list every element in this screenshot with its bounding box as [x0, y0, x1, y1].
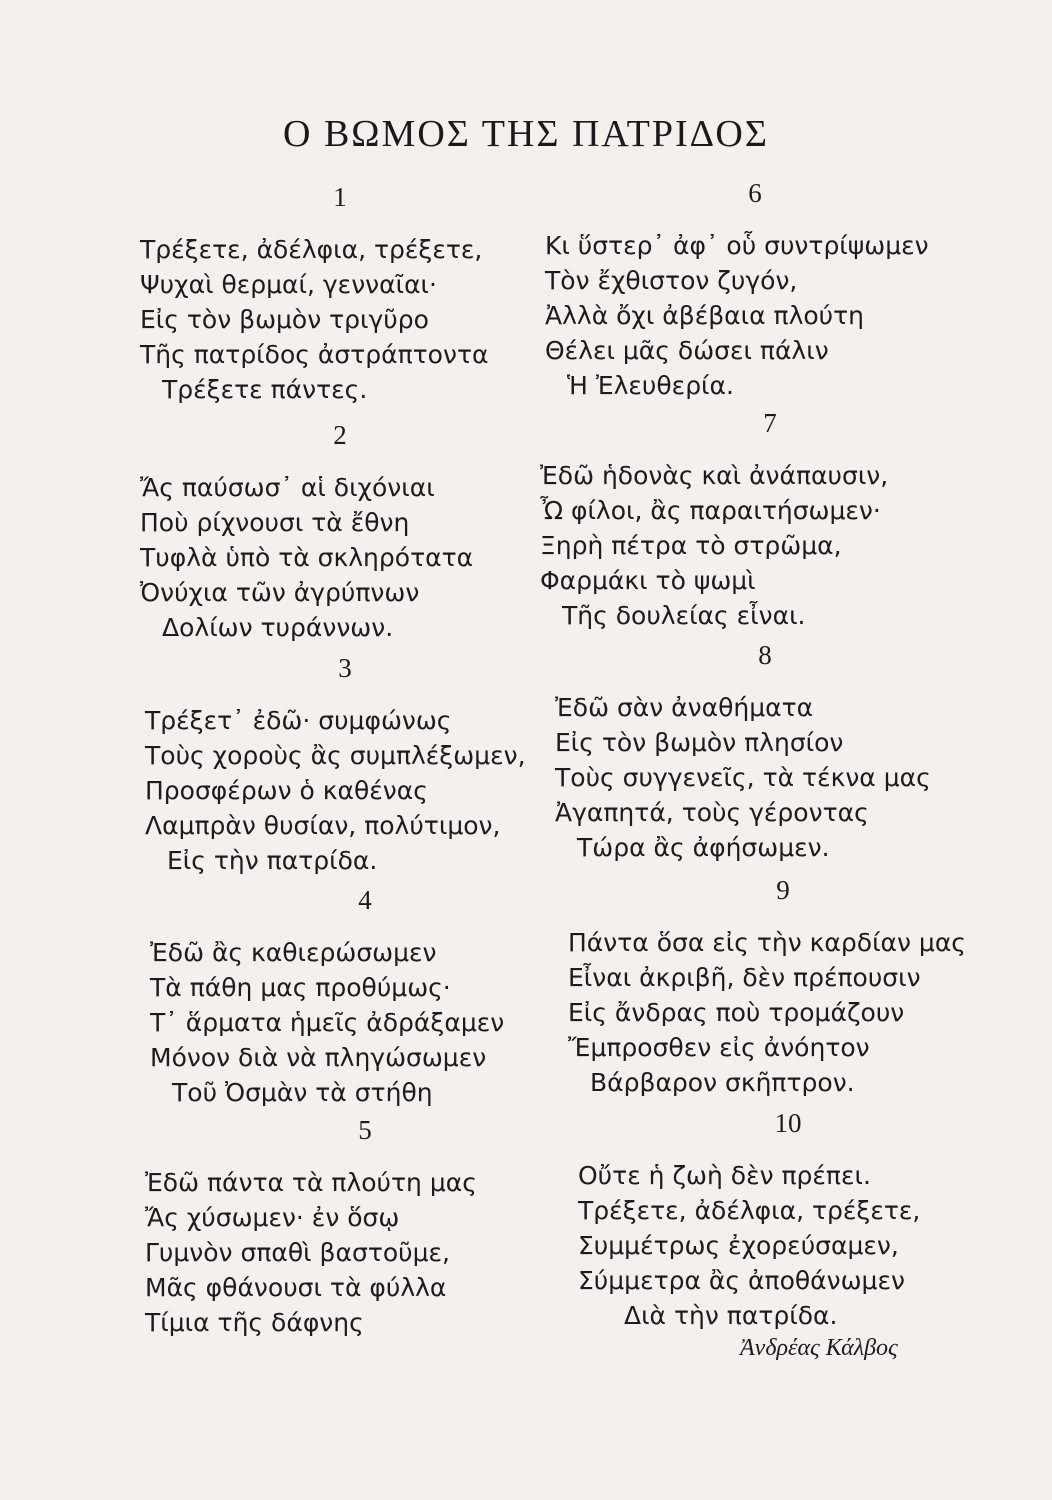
verse-line: Ἐδῶ σὰν ἀναθήματα: [555, 693, 814, 722]
stanza-2: [140, 420, 474, 645]
verse-line: Πάντα ὅσα εἰς τὴν καρδίαν μας: [568, 928, 966, 957]
verse-line: Θέλει μᾶς δώσει πάλιν: [545, 336, 829, 365]
verse-line: Ἐδῶ ἡδονὰς καὶ ἀνάπαυσιν,: [540, 461, 889, 490]
verse-line: Τῆς πατρίδος ἀστράπτοντα: [140, 340, 489, 369]
stanza-number: 2: [333, 420, 347, 450]
verse-line: Μᾶς φθάνουσι τὰ φύλλα: [145, 1273, 447, 1302]
verse-line: Ψυχαὶ θερμαί, γενναῖαι·: [140, 270, 437, 299]
verse-line: Φαρμάκι τὸ ψωμὶ: [540, 566, 756, 595]
verse-line: Δολίων τυράννων.: [162, 613, 394, 642]
verse-line: Τοὺς χοροὺς ἂς συμπλέξωμεν,: [145, 741, 526, 770]
stanza-1: [140, 182, 489, 407]
verse-line: Ὀνύχια τῶν ἀγρύπνων: [140, 578, 420, 607]
verse-line: Τυφλὰ ὑπὸ τὰ σκληρότατα: [140, 543, 474, 572]
verse-line: Εἰς τὴν πατρίδα.: [167, 846, 378, 875]
stanza-4: [150, 885, 505, 1110]
stanza-number: 10: [774, 1108, 802, 1138]
verse-line: Ὦ φίλοι, ἂς παραιτήσωμεν·: [540, 496, 881, 525]
verse-line: Ἀγαπητά, τοὺς γέροντας: [555, 798, 869, 827]
verse-line: Ἐδῶ ἂς καθιερώσωμεν: [150, 938, 437, 967]
verse-line: Τοὺς συγγενεῖς, τὰ τέκνα μας: [555, 763, 931, 792]
verse-line: Τρέξετε, ἀδέλφια, τρέξετε,: [140, 235, 483, 264]
verse-line: Τώρα ἂς ἀφήσωμεν.: [577, 833, 830, 862]
verse-line: Τοῦ Ὀσμὰν τὰ στήθη: [172, 1078, 433, 1107]
stanza-number: 5: [358, 1115, 372, 1145]
stanza-number: 9: [776, 875, 790, 905]
stanza-10: [578, 1108, 921, 1333]
verse-line: Ἔμπροσθεν εἰς ἀνόητον: [568, 1033, 870, 1062]
verse-line: Συμμέτρως ἐχορεύσαμεν,: [578, 1231, 899, 1260]
stanza-number: 7: [763, 408, 777, 438]
verse-line: Κι ὕστερ᾽ ἀφ᾽ οὗ συντρίψωμεν: [545, 231, 929, 260]
verse-line: Εἰς ἄνδρας ποὺ τρομάζουν: [568, 998, 905, 1027]
verse-line: Λαμπρὰν θυσίαν, πολύτιμον,: [145, 811, 501, 840]
author-signature: Ἀνδρέας Κάλβος: [740, 1335, 898, 1361]
verse-line: Ποὺ ρίχνουσι τὰ ἔθνη: [140, 508, 410, 537]
stanza-5: [145, 1115, 477, 1340]
verse-line: Γυμνὸν σπαθὶ βαστοῦμε,: [145, 1238, 451, 1267]
verse-line: Βάρβαρον σκῆπτρον.: [590, 1068, 855, 1097]
verse-line: Τὸν ἔχθιστον ζυγόν,: [545, 266, 798, 295]
poem-title: Ο ΒΩΜΟΣ ΤΗΣ ΠΑΤΡΙΔΟΣ: [283, 113, 769, 155]
verse-line: Τρέξετε, ἀδέλφια, τρέξετε,: [578, 1196, 921, 1225]
verse-line: Εἰς τὸν βωμὸν πλησίον: [555, 728, 844, 757]
stanza-3: [145, 653, 526, 878]
stanza-number: 6: [748, 178, 762, 208]
stanza-9: [568, 875, 966, 1100]
verse-line: Ἀλλὰ ὄχι ἀβέβαια πλούτη: [545, 301, 865, 330]
verse-line: Ἄς χύσωμεν· ἐν ὅσῳ: [145, 1203, 400, 1232]
verse-line: Τὰ πάθη μας προθύμως·: [150, 973, 451, 1002]
stanza-number: 4: [358, 885, 372, 915]
verse-line: Τ᾽ ἅρματα ἡμεῖς ἀδράξαμεν: [150, 1008, 505, 1037]
verse-line: Ἐδῶ πάντα τὰ πλούτη μας: [145, 1168, 477, 1197]
verse-line: Τῆς δουλείας εἶναι.: [562, 601, 806, 630]
verse-line: Εἰς τὸν βωμὸν τριγῦρο: [140, 305, 429, 334]
stanza-number: 8: [758, 640, 772, 670]
verse-line: Εἶναι ἀκριβῆ, δὲν πρέπουσιν: [568, 963, 921, 992]
stanza-6: [545, 178, 929, 403]
stanza-7: [540, 408, 889, 633]
stanza-8: [555, 640, 931, 865]
verse-line: Ἄς παύσωσ᾽ αἱ διχόνιαι: [140, 473, 435, 502]
verse-line: Διὰ τὴν πατρίδα.: [624, 1301, 838, 1330]
stanza-number: 1: [333, 182, 347, 212]
verse-line: Ξηρὴ πέτρα τὸ στρῶμα,: [540, 531, 842, 560]
verse-line: Προσφέρων ὁ καθένας: [145, 776, 428, 805]
verse-line: Τρέξετε πάντες.: [162, 375, 368, 404]
verse-line: Σύμμετρα ἂς ἀποθάνωμεν: [578, 1266, 905, 1295]
verse-line: Μόνον διὰ νὰ πληγώσωμεν: [150, 1043, 487, 1072]
verse-line: Τίμια τῆς δάφνης: [145, 1308, 364, 1337]
stanza-number: 3: [338, 653, 352, 683]
verse-line: Ἡ Ἐλευθερία.: [567, 371, 734, 400]
verse-line: Τρέξετ᾽ ἐδῶ· συμφώνως: [145, 706, 452, 735]
verse-line: Οὔτε ἡ ζωὴ δὲν πρέπει.: [578, 1161, 871, 1190]
